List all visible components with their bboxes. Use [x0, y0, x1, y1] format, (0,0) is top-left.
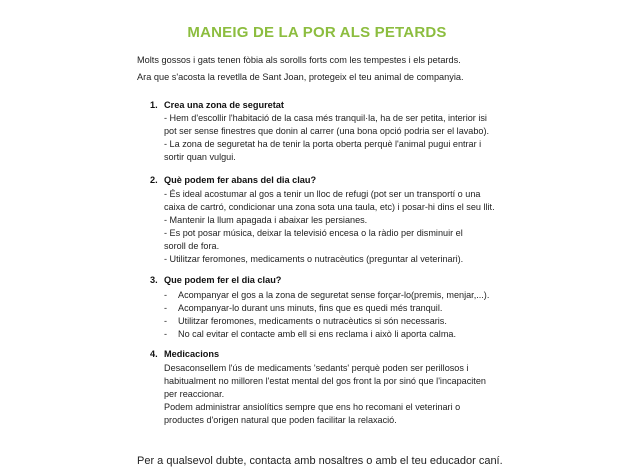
bullet-text: Acompanyar el gos a la zona de seguretat sense forçar-lo(premis, menjar,...).	[178, 290, 490, 300]
bullet-dash: -	[164, 290, 168, 300]
section-4-line: Desaconsellem l'ús de medicaments 'sedants' perquè poden ser perillosos i	[164, 363, 469, 373]
section-4-line: per reaccionar.	[164, 389, 225, 399]
section-3-bullet	[164, 316, 447, 326]
bullet-dash: -	[164, 316, 168, 326]
bullet-dash: -	[164, 329, 168, 339]
bullet-text: Acompanyar-lo durant uns minuts, fins que es quedi més tranquil.	[178, 303, 443, 313]
intro-line-2: Ara que s'acosta la revetlla de Sant Joan, protegeix el teu animal de companyia.	[137, 72, 464, 82]
section-number: 2.	[150, 175, 158, 185]
section-1-line: pot ser sense finestres que donin al carrer (una bona opció podria ser el lavabo).	[164, 126, 490, 136]
section-2-line: caixa de cartró, condicionar una zona sota una taula, etc) i posar-hi dins el seu llit.	[164, 202, 495, 212]
bullet-dash: -	[164, 303, 168, 313]
section-1-heading	[150, 100, 284, 110]
section-heading-text: Que podem fer el dia clau?	[164, 275, 282, 285]
section-2-line: soroll de fora.	[164, 241, 220, 251]
section-1-line: sortir quan vulgui.	[164, 152, 236, 162]
section-2-line: - Utilitzar feromones, medicaments o nutracèutics (preguntar al veterinari).	[164, 254, 464, 264]
footer-contact: Per a qualsevol dubte, contacta amb nosaltres o amb el teu educador caní.	[137, 455, 503, 467]
section-2-line: - Es pot posar música, deixar la televisió encesa o la ràdio per disminuir el	[164, 228, 463, 238]
section-heading-text: Crea una zona de seguretat	[164, 100, 284, 110]
section-2-heading	[150, 175, 316, 185]
intro-line-1: Molts gossos i gats tenen fòbia als sorolls forts com les tempestes i els petards.	[137, 55, 461, 65]
section-1-line: - Hem d'escollir l'habitació de la casa més tranquil·la, ha de ser petita, interior isi	[164, 113, 487, 123]
section-3-bullet	[164, 290, 489, 300]
section-heading-text: Què podem fer abans del dia clau?	[164, 175, 317, 185]
section-2-line: - Mantenir la llum apagada i abaixar les persianes.	[164, 215, 368, 225]
section-heading-text: Medicacions	[164, 349, 220, 359]
section-3-bullet	[164, 329, 456, 339]
bullet-text: No cal evitar el contacte amb ell si ens reclama i això li aporta calma.	[178, 329, 456, 339]
section-3-heading	[150, 275, 281, 285]
section-4-line: productes d'origen natural que poden facilitar la relaxació.	[164, 415, 397, 425]
section-number: 4.	[150, 349, 158, 359]
section-2-line: - És ideal acostumar al gos a tenir un lloc de refugi (pot ser un transportí o una	[164, 189, 481, 199]
section-4-heading	[150, 349, 219, 359]
section-number: 1.	[150, 100, 158, 110]
section-1-line: - La zona de seguretat ha de tenir la porta oberta perquè l'animal pugui entrar i	[164, 139, 482, 149]
page-title: MANEIG DE LA POR ALS PETARDS	[187, 24, 447, 41]
section-4-line: habitualment no milloren l'estat mental del gos front la por sinó que l'incapaciten	[164, 376, 486, 386]
section-number: 3.	[150, 275, 158, 285]
bullet-text: Utilitzar feromones, medicaments o nutracèutics si són necessaris.	[178, 316, 447, 326]
section-3-bullet	[164, 303, 442, 313]
section-4-line: Podem administrar ansiolítics sempre que ens ho recomani el veterinari o	[164, 402, 461, 412]
